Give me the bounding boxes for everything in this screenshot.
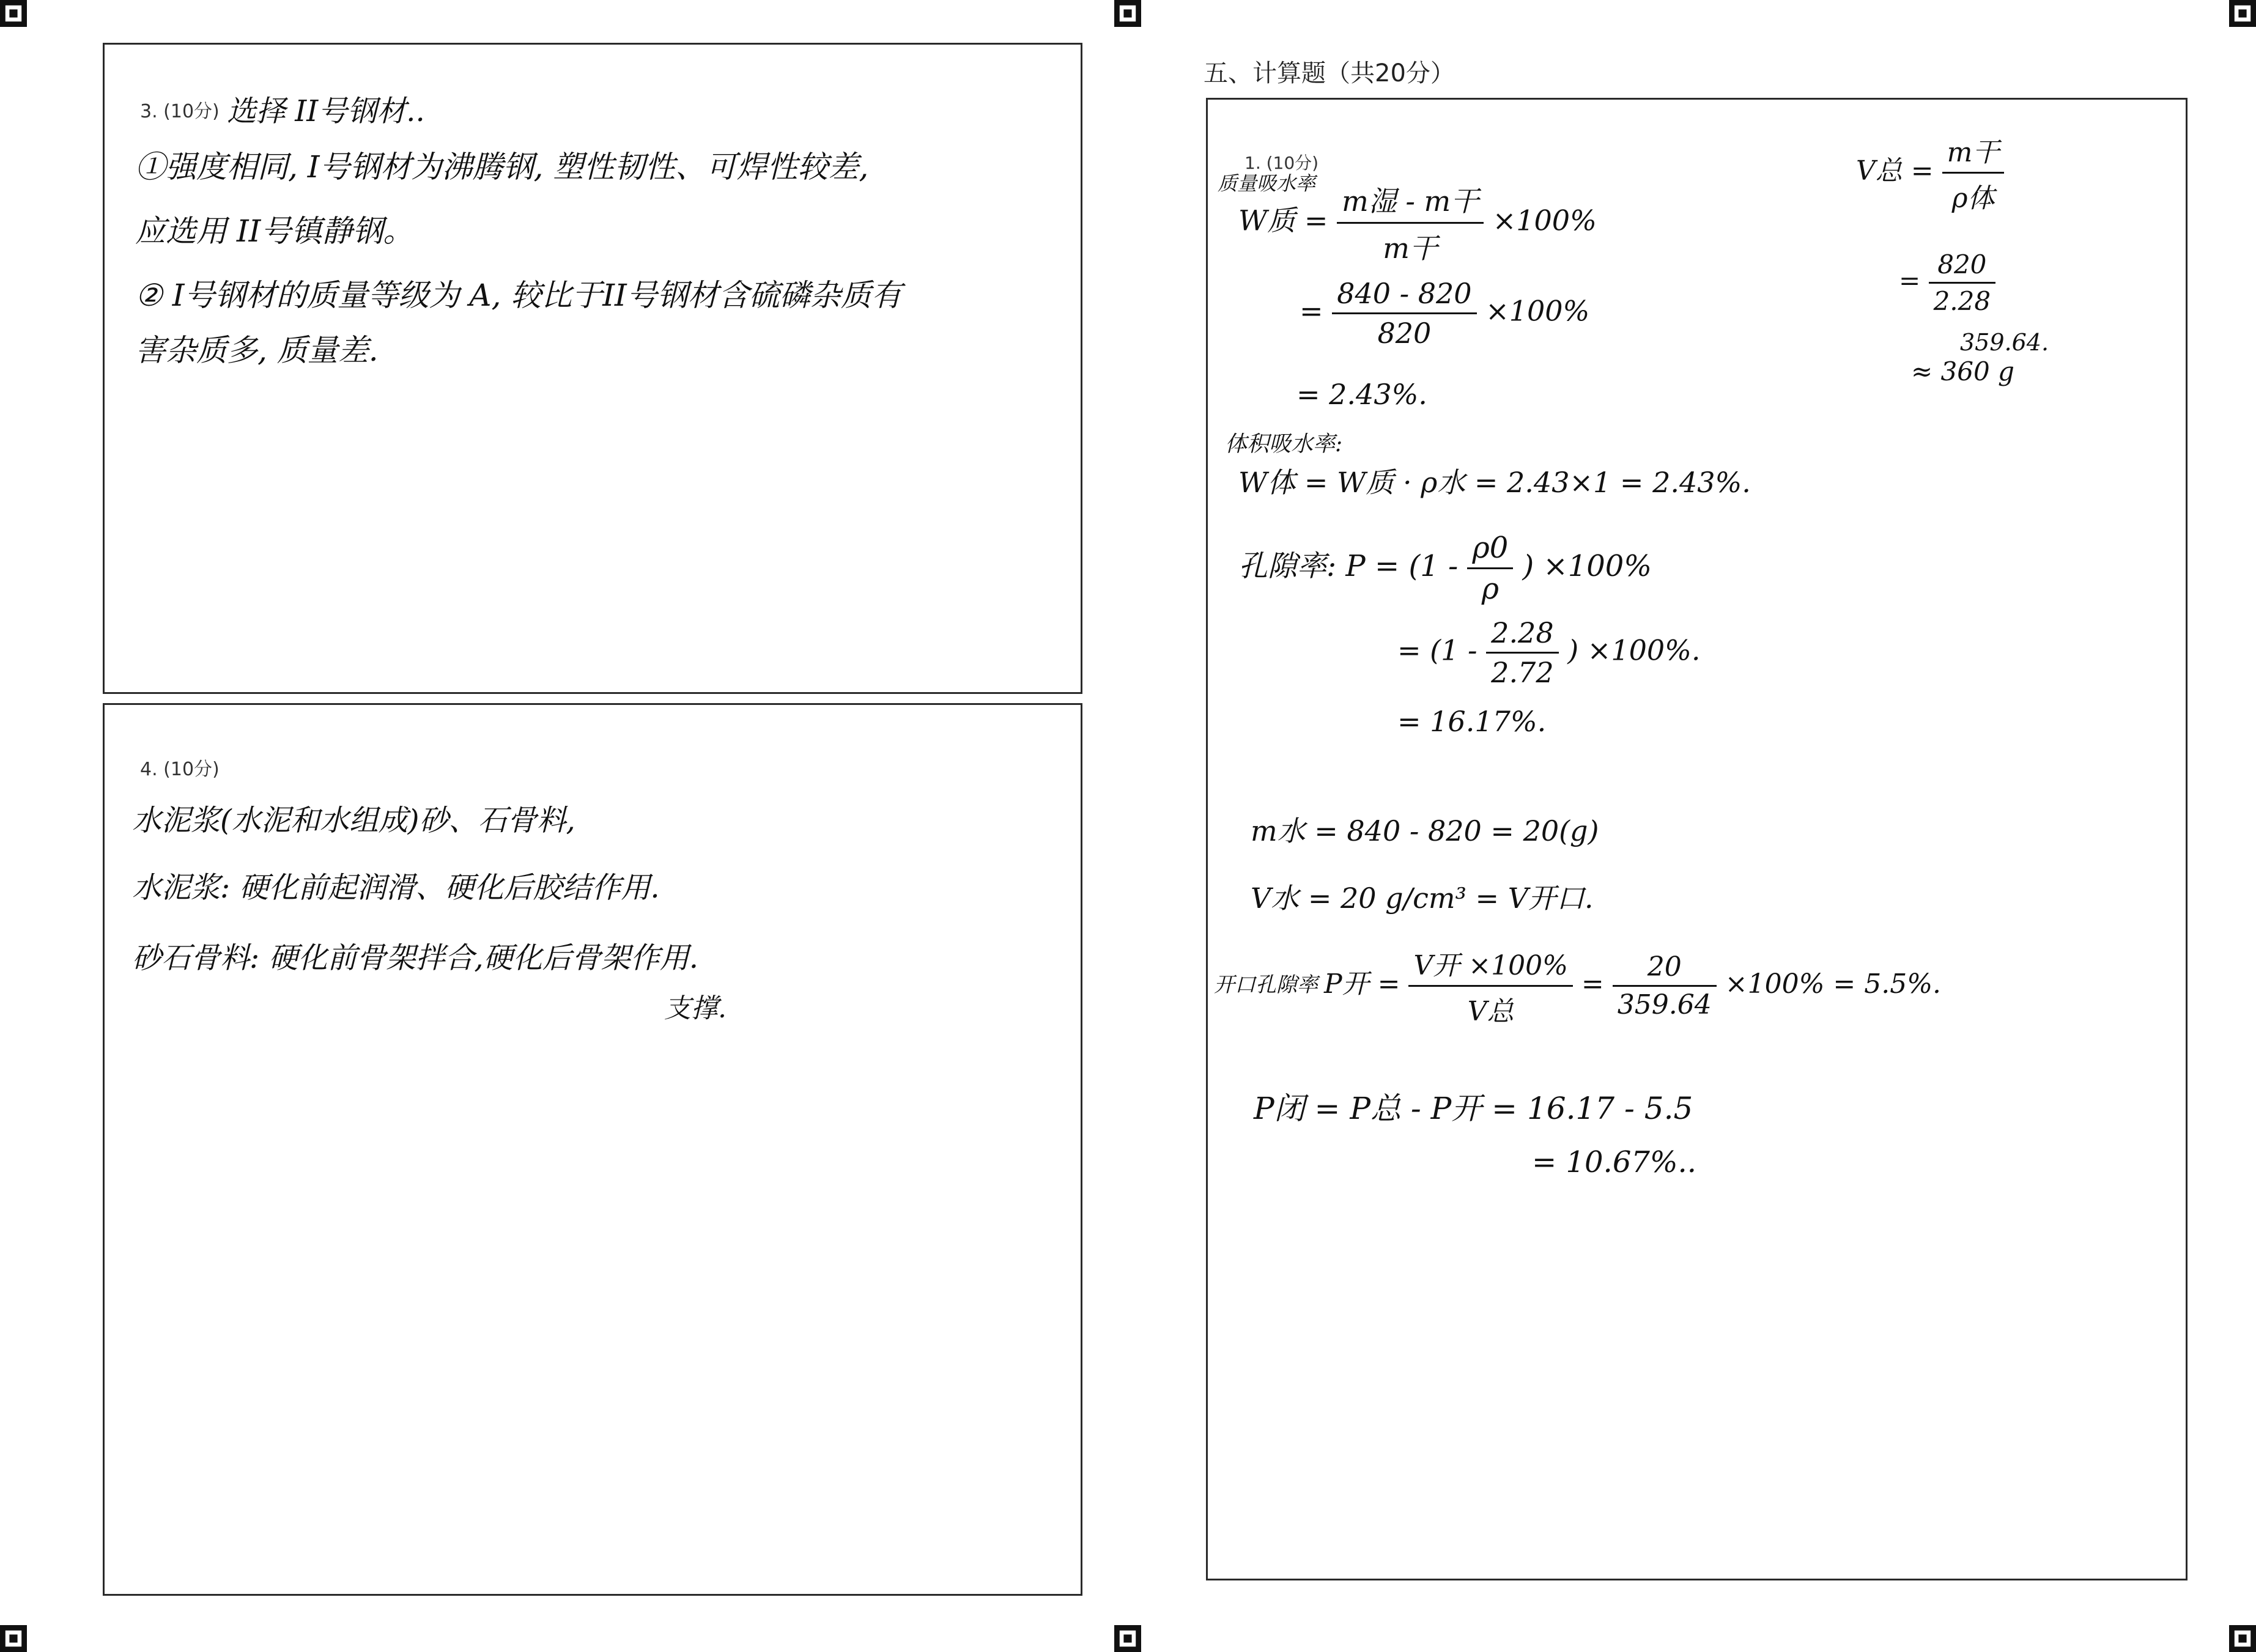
formula-total-volume: V总 = $\frac{\text{m干}}{\text{ρ体}}$ (1856, 130, 2004, 215)
formula-porosity-substituted: = (1 - $\frac{2.28}{2.72}$ ) ×100%. (1397, 616, 1701, 689)
question-label-q3: 3. (10分) (140, 101, 220, 122)
answer-line: ② I号钢材的质量等级为 A, 较比于II号钢材含硫磷杂质有 (135, 278, 902, 313)
answer-line: 选择 II号钢材.. (227, 94, 425, 128)
answer-line: 害杂质多, 质量差. (135, 333, 379, 368)
answer-line: 水泥浆: 硬化前起润滑、硬化后胶结作用. (132, 871, 660, 905)
annotation-mass-water-label: 质量吸水率 (1218, 172, 1316, 195)
answer-line: ①强度相同, I号钢材为沸腾钢, 塑性韧性、可焊性较差, (135, 149, 869, 185)
annotation-open-porosity-label: 开口孔隙率 (1214, 973, 1318, 997)
result-mass-absorption: = 2.43%. (1296, 378, 1427, 411)
question-label-calc1: 1. (10分) (1244, 153, 1319, 173)
corner-marker-bottom-right (2229, 1625, 2256, 1652)
answer-line: 应选用 II号镇静钢。 (135, 213, 414, 249)
answer-box-calculation (1206, 98, 2188, 1580)
result-porosity: = 16.17%. (1397, 705, 1547, 738)
answer-line: 支撑. (664, 993, 727, 1024)
section-title: 五、计算题（共20分） (1204, 59, 1455, 87)
annotation-volume-water-label: 体积吸水率: (1225, 432, 1343, 457)
formula-water-mass: m水 = 840 - 820 = 20(g) (1251, 814, 1599, 847)
corner-marker-top-left (0, 0, 27, 27)
answer-box-q4 (103, 703, 1082, 1596)
result-total-volume-exact: 359.64. (1960, 329, 2049, 356)
formula-water-volume: V水 = 20 g/cm³ = V开口. (1251, 882, 1594, 915)
formula-porosity: 孔隙率: P = (1 - $\frac{\rho 0}{\rho}$ ) ×100% (1238, 531, 1652, 606)
result-total-volume-rounded: ≈ 360 g (1911, 356, 2014, 386)
formula-mass-absorption: W质 = $\frac{\text{m湿 - m干}}{\text{m干}}$ ×100% (1238, 179, 1597, 267)
corner-marker-top-right (2229, 0, 2256, 27)
formula-open-porosity: P开 = $\frac{\text{V开 ×100\%}}{\text{V总}}$ = $\frac{20}{359.64}$ ×100% = 5.5%. (1324, 943, 1941, 1028)
formula-volume-absorption: W体 = W质 · ρ水 = 2.43×1 = 2.43%. (1238, 466, 1751, 499)
result-closed-porosity: = 10.67%.. (1532, 1145, 1697, 1179)
formula-mass-absorption-substituted: = $\frac{840 - 820}{820}$ ×100% (1300, 277, 1590, 350)
corner-marker-bottom-left (0, 1625, 27, 1652)
question-label-q4: 4. (10分) (140, 759, 220, 780)
formula-closed-porosity: P闭 = P总 - P开 = 16.17 - 5.5 (1254, 1091, 1693, 1126)
answer-line: 水泥浆(水泥和水组成)砂、石骨料, (132, 803, 575, 838)
formula-total-volume-substituted: = $\frac{820}{2.28}$ (1899, 249, 1995, 316)
answer-box-q3 (103, 43, 1082, 694)
answer-line: 砂石骨料: 硬化前骨架拌合,硬化后骨架作用. (132, 941, 698, 975)
corner-marker-top-center (1114, 0, 1141, 27)
corner-marker-bottom-center (1114, 1625, 1141, 1652)
